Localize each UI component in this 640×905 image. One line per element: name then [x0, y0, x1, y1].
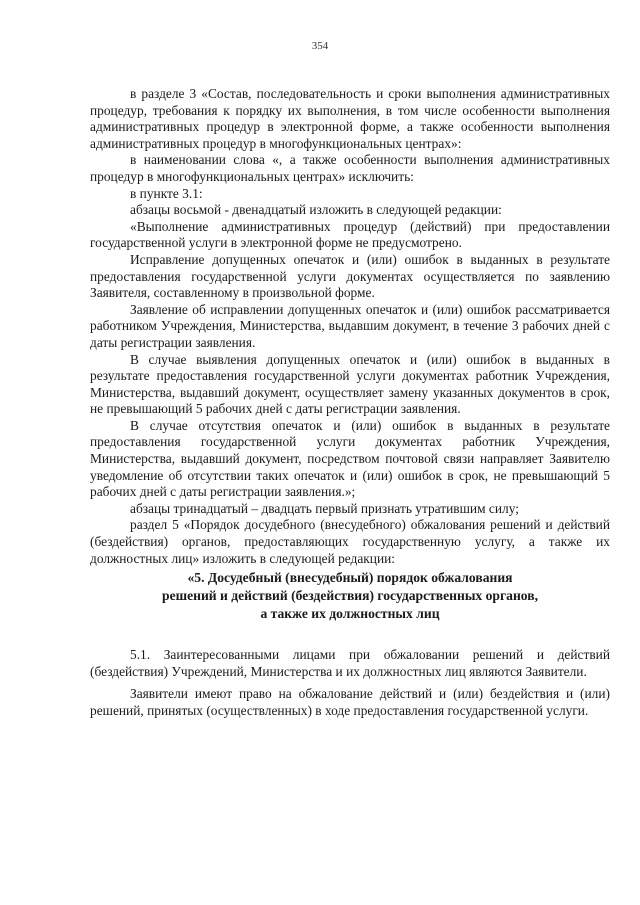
paragraph: В случае выявления допущенных опечаток и (или) ошибок в выданных в результате предоставления государственной услуги документах работник Учреждения, Министерства, выдавший документ, осуществляет замену указанных документов в срок, не превышающий 5 рабочих дней с даты регистрации заявления.	[90, 351, 610, 417]
paragraph: Исправление допущенных опечаток и (или) ошибок в выданных в результате предоставления государственной услуги документах осуществляется по заявлению Заявителя, составленному в произвольной форме.	[90, 251, 610, 301]
page-number: 354	[311, 40, 329, 52]
document-body	[90, 86, 610, 720]
paragraph: в наименовании слова «, а также особенности выполнения административных процедур в многофункциональных центрах» исключить:	[90, 152, 610, 184]
section-heading-line: а также их должностных лиц	[260, 606, 440, 622]
section-heading	[90, 569, 610, 623]
paragraph: 5.1. Заинтересованными лицами при обжаловании решений и действий (бездействия) Учреждений, Министерства и их должностных лиц являются Заявители.	[90, 647, 610, 679]
paragraph: раздел 5 «Порядок досудебного (внесудебного) обжалования решений и действий (бездействия) органов, предоставляющих государственную услугу, а также их должностных лиц» изложить в следующей редакции:	[90, 517, 610, 566]
paragraph: «Выполнение административных процедур (действий) при предоставлении государственной услуги в электронной форме не предусмотрено.	[90, 218, 610, 251]
paragraph: абзацы тринадцатый – двадцать первый признать утратившим силу;	[130, 500, 519, 516]
paragraph: в разделе 3 «Состав, последовательность и сроки выполнения административных процедур, требования к порядку их выполнения, в том числе особенности выполнения административных процедур в электронной форме, а также особенности выполнения административных процедур в многофункциональных центрах»:	[90, 86, 610, 151]
paragraph: в пункте 3.1:	[130, 185, 203, 201]
paragraph: В случае отсутствия опечаток и (или) ошибок в выданных в результате предоставления государственной услуги документах работник Учреждения, Министерства, выдавший документ, посредством почтовой связи направляет Заявителю уведомление об отсутствии таких опечаток и (или) ошибок в срок, не превышающий 5 рабочих дней с даты регистрации заявления.»;	[90, 417, 610, 500]
section-heading-line: решений и действий (бездействия) государственных органов,	[162, 588, 538, 604]
paragraph: абзацы восьмой - двенадцатый изложить в следующей редакции:	[130, 202, 502, 218]
paragraph: Заявители имеют право на обжалование действий и (или) бездействия и (или) решений, принятых (осуществленных) в ходе предоставления государственной услуги.	[90, 686, 610, 718]
paragraph: Заявление об исправлении допущенных опечаток и (или) ошибок рассматривается работником Учреждения, Министерства, выдавшим документ, в течение 3 рабочих дней с даты регистрации заявления.	[90, 301, 610, 350]
section-heading-line: «5. Досудебный (внесудебный) порядок обжалования	[187, 570, 513, 586]
